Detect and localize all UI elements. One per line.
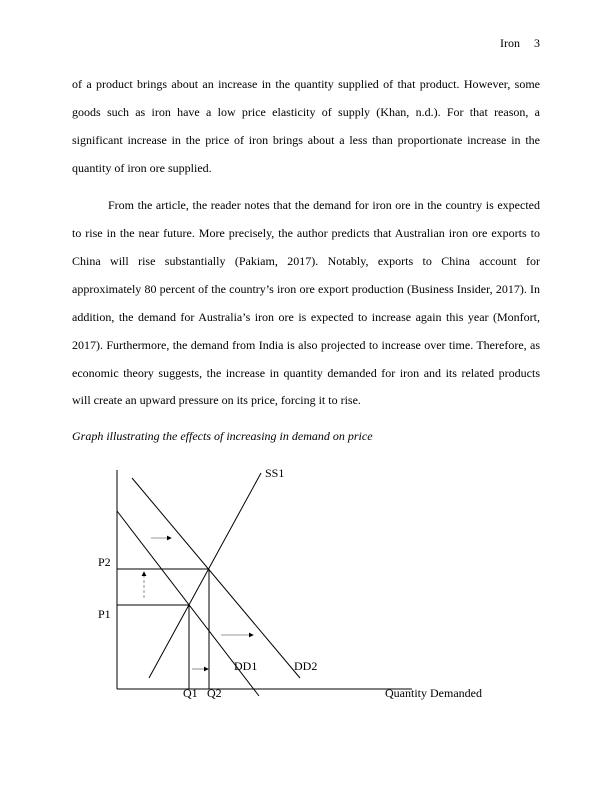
text-line: economic theory suggests, the increase in quantity demanded for iron and its related products — [72, 366, 540, 380]
text-line: addition, the demand for Australia’s iron ore is expected to increase again this year (Monfort, — [72, 310, 540, 324]
demand-curve-dd2 — [132, 478, 300, 678]
text-line: to rise in the near future. More precisely, the author predicts that Australian iron ore exports to — [72, 226, 540, 240]
text-line: approximately 80 percent of the country’s iron ore export production (Business Insider, 2017). In — [72, 282, 540, 296]
demand2-label: DD2 — [294, 659, 318, 673]
quantity1-label: Q1 — [183, 686, 198, 700]
text-line: of a product brings about an increase in the quantity supplied of that product. However, some — [72, 77, 540, 91]
supply-curve — [149, 473, 261, 678]
page-number: 3 — [534, 36, 540, 50]
running-head-title: Iron — [500, 36, 520, 50]
text-line: China will rise substantially (Pakiam, 2017). Notably, exports to China account for — [72, 254, 540, 268]
text-line: quantity of iron ore supplied. — [72, 161, 212, 175]
text-line: significant increase in the price of iron brings about a less than proportionate increase in the — [72, 133, 540, 147]
quantity2-label: Q2 — [207, 686, 222, 700]
demand1-label: DD1 — [234, 659, 258, 673]
x-axis-label: Quantity Demanded — [385, 686, 482, 700]
text-line: will create an upward pressure on its price, forcing it to rise. — [72, 393, 361, 407]
text-line: From the article, the reader notes that the demand for iron ore in the country is expected — [108, 198, 540, 212]
text-line: goods such as iron have a low price elasticity of supply (Khan, n.d.). For that reason, a — [72, 105, 540, 119]
price1-label: P1 — [98, 607, 111, 621]
text-line: 2017). Furthermore, the demand from India is also projected to increase over time. Therefore, as — [72, 338, 540, 352]
price2-label: P2 — [98, 555, 111, 569]
supply-label: SS1 — [265, 466, 285, 480]
figure-caption: Graph illustrating the effects of increasing in demand on price — [72, 429, 373, 443]
